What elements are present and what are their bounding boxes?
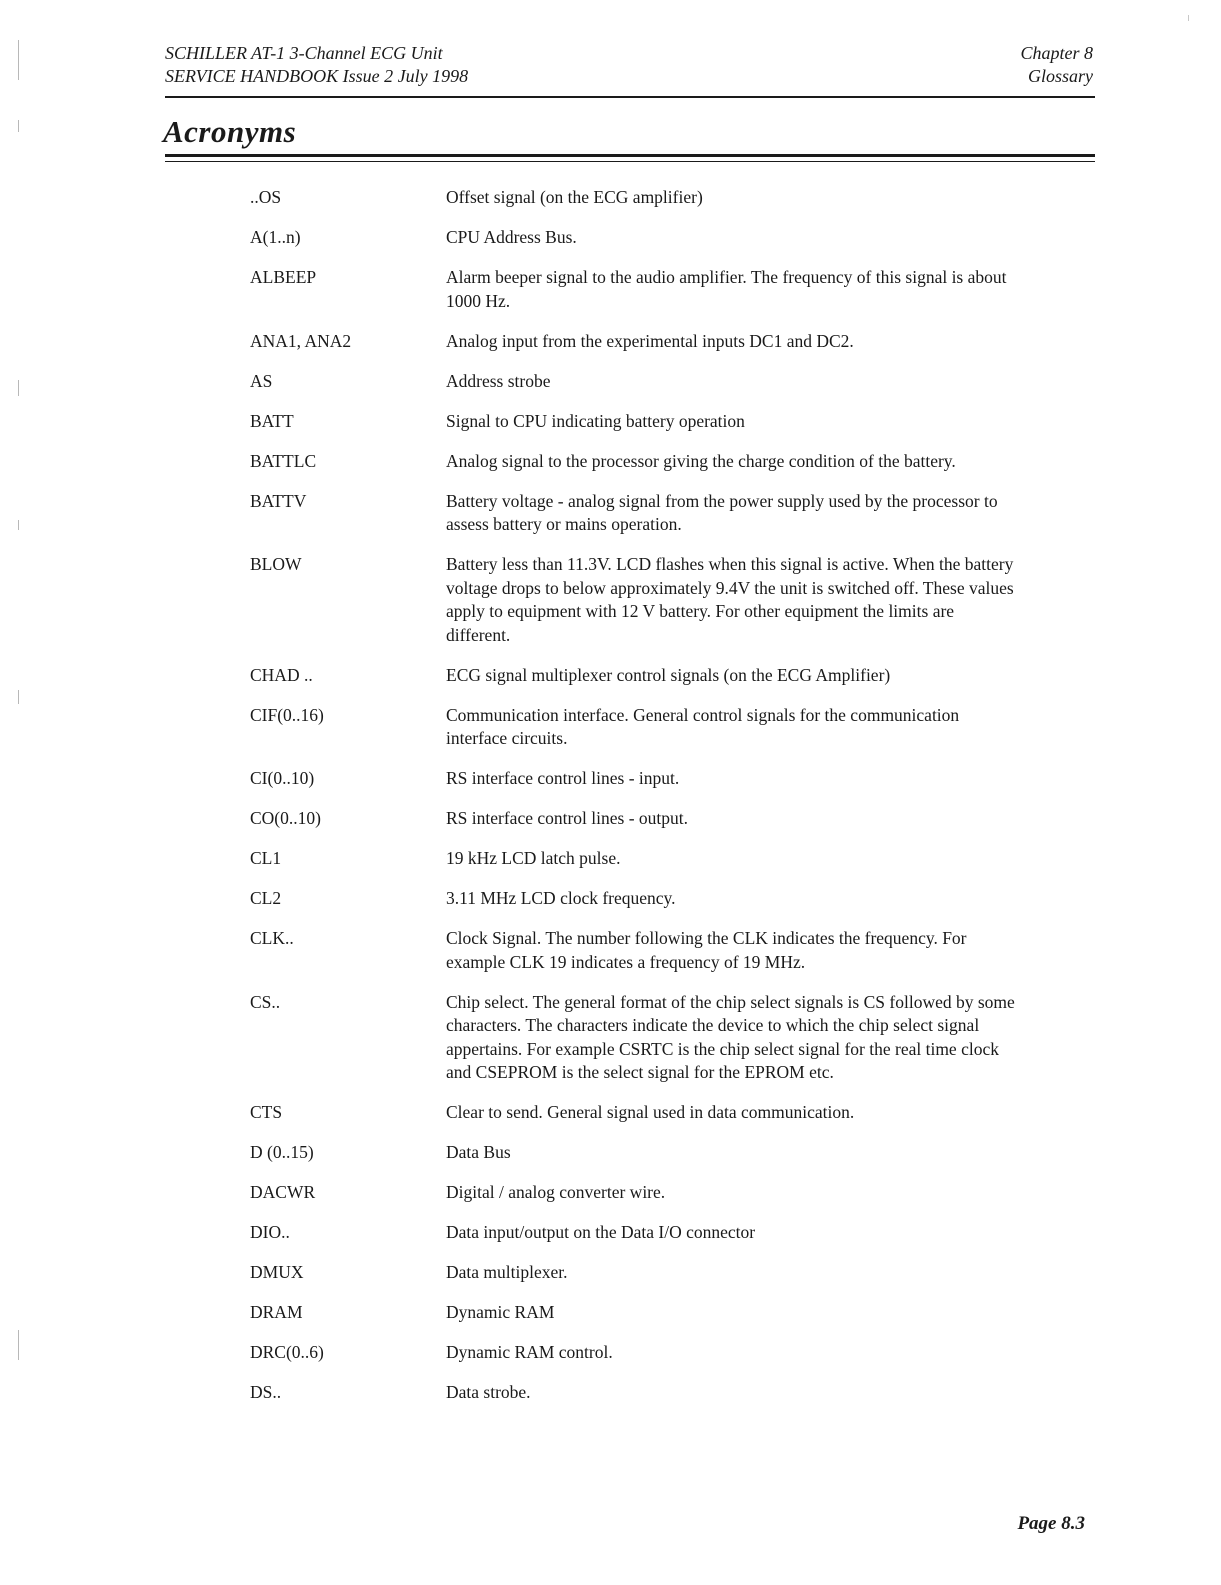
acronym-term: BATT [250, 410, 294, 431]
acronym-entry [246, 847, 1016, 871]
scan-margin-mark [18, 380, 19, 396]
acronym-term: DRAM [250, 1302, 303, 1322]
acronym-definition: Analog signal to the processor giving the charge condition of the battery. [446, 450, 956, 471]
acronym-entry [246, 1141, 1016, 1165]
running-header [165, 40, 1095, 98]
scan-margin-mark [18, 1330, 19, 1360]
acronym-term: BATTV [250, 490, 307, 511]
acronym-entry [246, 807, 1016, 831]
acronym-definition: Dynamic RAM [446, 1302, 555, 1322]
acronym-definition: Data input/output on the Data I/O connector [446, 1222, 756, 1242]
acronym-definition: Data strobe. [446, 1382, 531, 1402]
acronym-term: ..OS [250, 187, 282, 207]
acronym-term: DACWR [250, 1182, 316, 1202]
acronym-entry [246, 991, 1016, 1085]
acronym-definition: RS interface control lines - input. [446, 768, 680, 788]
acronym-term: CS.. [250, 991, 281, 1012]
acronym-entry [246, 1181, 1016, 1205]
acronym-entry [246, 370, 1016, 394]
acronym-term: ANA1, ANA2 [250, 330, 352, 351]
acronym-entry [246, 927, 1016, 974]
acronym-term: DMUX [250, 1262, 304, 1282]
acronym-term: CO(0..10) [250, 808, 321, 828]
acronym-definition: Data multiplexer. [446, 1262, 568, 1282]
acronym-term: BATTLC [250, 450, 317, 471]
acronym-term: D (0..15) [250, 1142, 314, 1162]
acronym-entry [246, 553, 1016, 647]
acronym-definition: Signal to CPU indicating battery operation [446, 410, 745, 431]
acronym-entry [246, 664, 1016, 688]
acronym-entry [246, 410, 1016, 434]
title-rule-thick [165, 154, 1095, 157]
acronym-definition: RS interface control lines - output. [446, 808, 689, 828]
acronym-definition: Analog input from the experimental inputs DC1 and DC2. [446, 330, 854, 351]
header-left [165, 42, 468, 88]
acronym-definition: CPU Address Bus. [446, 227, 577, 247]
scan-margin-mark [18, 520, 19, 530]
acronym-entry [246, 704, 1016, 751]
acronym-term: DS.. [250, 1382, 282, 1402]
acronym-term: CLK.. [250, 928, 294, 948]
acronym-entry [246, 226, 1016, 250]
acronym-definition: Clock Signal. The number following the CLK indicates the frequency. For example CLK 19 indicates a frequency of 19 MHz. [446, 928, 967, 972]
acronym-definition: Alarm beeper signal to the audio amplifier. The frequency of this signal is about 1000 Hz. [446, 267, 1007, 311]
acronym-list [246, 186, 1016, 1421]
acronym-definition: 3.11 MHz LCD clock frequency. [446, 888, 676, 908]
acronym-entry [246, 266, 1016, 313]
acronym-definition: Offset signal (on the ECG amplifier) [446, 187, 703, 207]
scan-margin-mark [1188, 15, 1189, 21]
acronym-term: AS [250, 370, 273, 391]
acronym-term: CL2 [250, 888, 282, 908]
acronym-entry [246, 1341, 1016, 1365]
acronym-definition: 19 kHz LCD latch pulse. [446, 848, 621, 868]
header-product-title: SCHILLER AT-1 3-Channel ECG Unit [165, 43, 443, 63]
acronym-definition: Communication interface. General control signals for the communication interface circuits. [446, 704, 960, 748]
header-right [1020, 42, 1093, 88]
header-section: Glossary [1027, 66, 1093, 86]
acronym-term: A(1..n) [250, 227, 301, 247]
acronym-term: BLOW [250, 554, 302, 574]
acronym-definition: ECG signal multiplexer control signals (on the ECG Amplifier) [446, 664, 891, 685]
acronym-term: DRC(0..6) [250, 1342, 324, 1362]
acronym-definition: Digital / analog converter wire. [446, 1182, 666, 1202]
header-issue-info: SERVICE HANDBOOK Issue 2 July 1998 [165, 66, 469, 86]
acronym-definition: Battery voltage - analog signal from the power supply used by the processor to assess battery or mains operation. [446, 490, 998, 534]
acronym-entry [246, 490, 1016, 537]
scan-margin-mark [18, 120, 19, 132]
acronym-entry [246, 1301, 1016, 1325]
acronym-term: DIO.. [250, 1222, 290, 1242]
acronym-entry [246, 186, 1016, 210]
page-number: Page 8.3 [1017, 1513, 1085, 1534]
scan-margin-mark [18, 40, 19, 80]
acronym-entry [246, 1221, 1016, 1245]
acronym-term: CHAD .. [250, 664, 313, 685]
acronym-entry [246, 767, 1016, 791]
acronym-entry [246, 1381, 1016, 1405]
acronym-definition: Dynamic RAM control. [446, 1342, 613, 1362]
section-title: Acronyms [163, 114, 297, 149]
acronym-term: CL1 [250, 848, 282, 868]
header-chapter: Chapter 8 [1020, 43, 1093, 63]
acronym-term: ALBEEP [250, 267, 317, 287]
acronym-definition: Battery less than 11.3V. LCD flashes when this signal is active. When the battery voltage drops to below approximately 9.4V the unit is switched off. These values apply to equipment with 12 V battery. For other equipment the limits are different. [446, 554, 1014, 645]
acronym-entry [246, 1101, 1016, 1125]
acronym-term: CIF(0..16) [250, 704, 324, 725]
acronym-definition: Clear to send. General signal used in data communication. [446, 1102, 855, 1122]
scan-margin-mark [18, 690, 19, 704]
acronym-entry [246, 887, 1016, 911]
acronym-term: CTS [250, 1102, 283, 1122]
acronym-definition: Address strobe [446, 370, 551, 391]
acronym-term: CI(0..10) [250, 768, 315, 788]
acronym-definition: Chip select. The general format of the chip select signals is CS followed by some characters. The characters indicate the device to which the chip select signal appertains. For example CSRTC is the chip select signal for the real time clock and CSEPROM is the select signal for the EPROM etc. [446, 991, 1015, 1082]
acronym-entry [246, 1261, 1016, 1285]
acronym-definition: Data Bus [446, 1142, 511, 1162]
acronym-entry [246, 450, 1016, 474]
acronym-entry [246, 330, 1016, 354]
title-rule-thin [165, 161, 1095, 162]
